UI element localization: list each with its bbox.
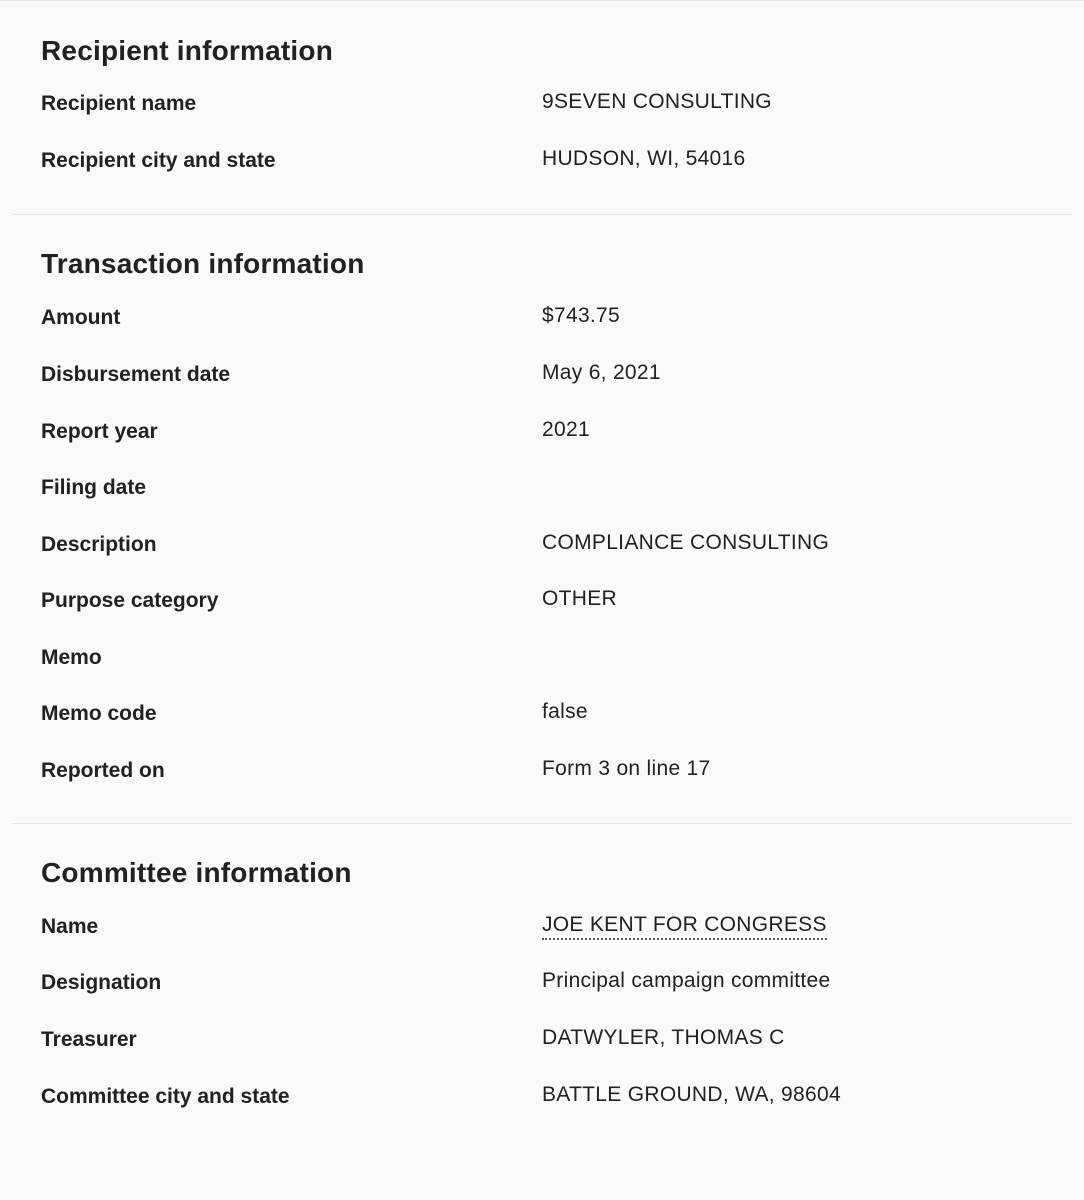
field-value: OTHER: [542, 587, 617, 610]
field-label: Purpose category: [41, 589, 219, 612]
purpose-category-row: [12, 589, 1072, 619]
recipient-information-section: [12, 1, 1072, 214]
field-label: Designation: [41, 971, 162, 994]
field-label: Treasurer: [41, 1028, 137, 1051]
field-label: Memo code: [41, 702, 157, 725]
disbursement-date-row: [12, 363, 1072, 393]
field-value: COMPLIANCE CONSULTING: [542, 531, 830, 554]
recipient-name-row: [12, 92, 1072, 122]
committee-name-link[interactable]: JOE KENT FOR CONGRESS: [542, 913, 827, 940]
field-value: $743.75: [542, 304, 621, 327]
treasurer-row: [12, 1028, 1072, 1058]
recipient-city-state-row: [12, 149, 1072, 179]
field-label: Reported on: [41, 759, 165, 782]
designation-row: [12, 971, 1072, 1001]
field-label: Amount: [41, 306, 121, 329]
section-title: Committee information: [41, 857, 352, 888]
field-label: Description: [41, 533, 157, 556]
amount-row: [12, 306, 1072, 336]
field-label: Report year: [41, 420, 158, 443]
field-value: HUDSON, WI, 54016: [542, 147, 746, 170]
section-title: Transaction information: [41, 248, 365, 279]
committee-name-row: [12, 915, 1072, 945]
field-value: 9SEVEN CONSULTING: [542, 90, 772, 113]
field-label: Name: [41, 915, 99, 938]
field-label: Filing date: [41, 476, 146, 499]
memo-code-row: [12, 702, 1072, 732]
committee-city-state-row: [12, 1085, 1072, 1115]
field-label: Committee city and state: [41, 1085, 290, 1108]
field-value: BATTLE GROUND, WA, 98604: [542, 1083, 841, 1106]
field-label: Disbursement date: [41, 363, 231, 386]
field-value: May 6, 2021: [542, 361, 661, 384]
field-label: Recipient name: [41, 92, 197, 115]
field-value: Form 3 on line 17: [542, 757, 711, 780]
field-value: DATWYLER, THOMAS C: [542, 1026, 785, 1049]
field-label: Memo: [41, 646, 102, 669]
filing-date-row: [12, 476, 1072, 506]
description-row: [12, 533, 1072, 563]
committee-information-section: [12, 823, 1072, 1194]
field-value: 2021: [542, 418, 590, 441]
memo-row: [12, 646, 1072, 676]
transaction-information-section: [12, 214, 1072, 824]
field-value: Principal campaign committee: [542, 969, 831, 992]
section-title: Recipient information: [41, 35, 333, 66]
reported-on-row: [12, 759, 1072, 789]
report-year-row: [12, 420, 1072, 450]
field-label: Recipient city and state: [41, 149, 276, 172]
field-value: false: [542, 700, 588, 723]
